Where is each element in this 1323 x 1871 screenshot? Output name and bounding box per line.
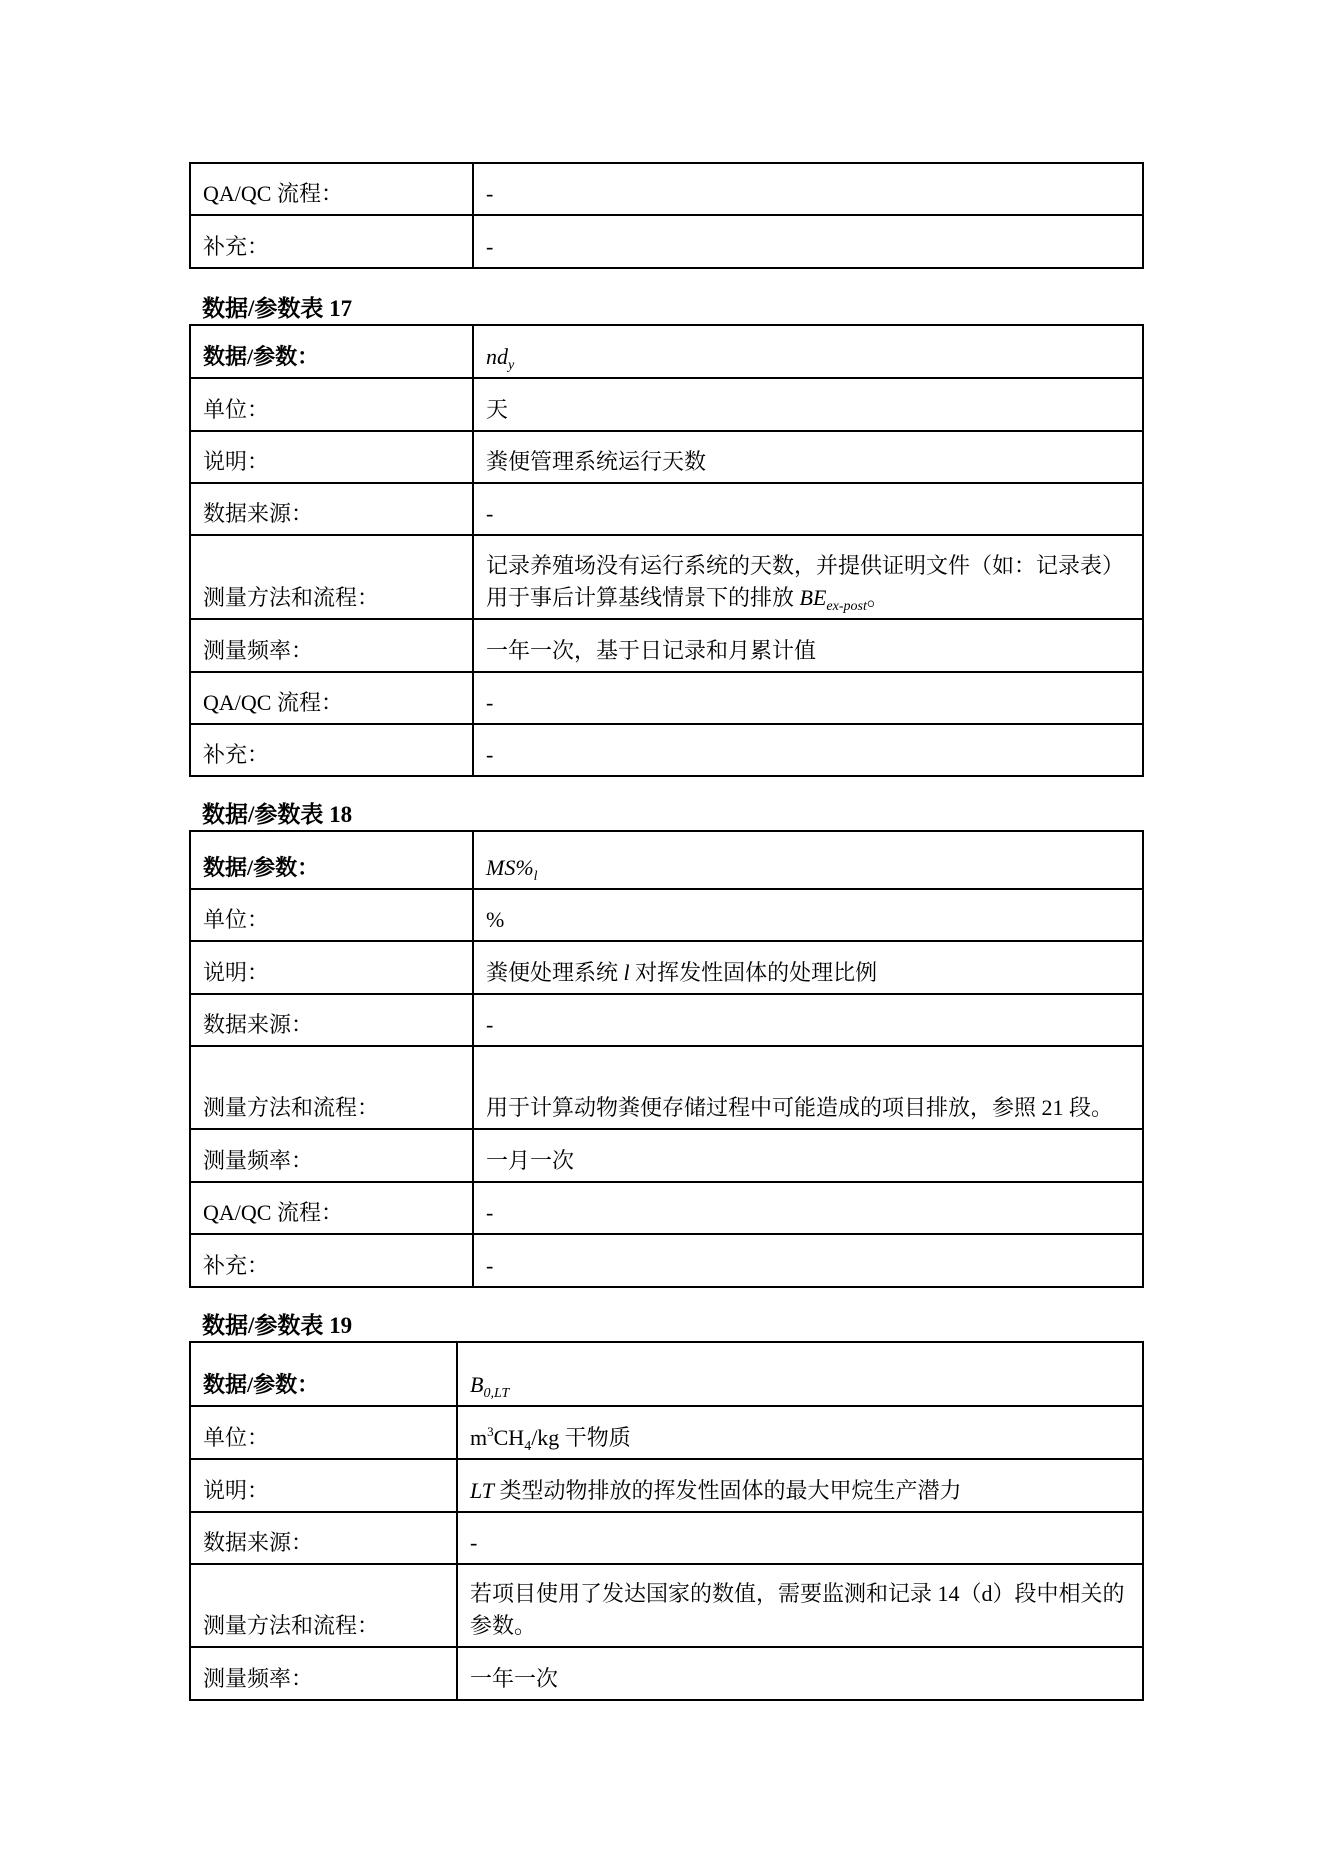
value-text: - bbox=[486, 1200, 494, 1225]
row-value bbox=[473, 325, 1143, 378]
row-value bbox=[473, 163, 1143, 215]
value-text: - bbox=[486, 1012, 494, 1037]
value-text: BE bbox=[799, 585, 827, 610]
row-label bbox=[190, 994, 473, 1046]
row-label-text: 测量频率： bbox=[203, 1148, 314, 1173]
row-label bbox=[190, 378, 473, 431]
table-heading: 数据/参数表 19 bbox=[202, 1313, 353, 1338]
value-text: B bbox=[470, 1372, 484, 1397]
row-label-text: 补充： bbox=[203, 234, 270, 259]
table-row bbox=[190, 1564, 1143, 1647]
row-label-text: 测量方法和流程： bbox=[203, 1095, 380, 1120]
value-text: % bbox=[486, 907, 505, 932]
row-value bbox=[457, 1564, 1143, 1647]
row-label bbox=[190, 1234, 473, 1287]
table-row bbox=[190, 163, 1143, 215]
value-text: 用于计算动物粪便存储过程中可能造成的项目排放，参照 21 段。 bbox=[486, 1095, 1114, 1120]
row-label bbox=[190, 889, 473, 941]
row-value bbox=[473, 1182, 1143, 1234]
value-text: - bbox=[486, 181, 494, 206]
row-value bbox=[473, 1234, 1143, 1287]
row-label-text: 单位： bbox=[203, 397, 270, 422]
row-value bbox=[457, 1459, 1143, 1512]
row-label-text: 单位： bbox=[203, 907, 270, 932]
row-value bbox=[473, 1129, 1143, 1182]
row-value bbox=[473, 215, 1143, 268]
value-text: - bbox=[486, 234, 494, 259]
row-value bbox=[473, 378, 1143, 431]
row-label bbox=[190, 1647, 457, 1700]
row-label bbox=[190, 1342, 457, 1406]
row-label-text: 测量方法和流程： bbox=[203, 585, 380, 610]
parameter-table bbox=[189, 830, 1144, 1288]
row-label-text: 单位： bbox=[203, 1425, 270, 1450]
table-row bbox=[190, 325, 1143, 378]
table-row bbox=[190, 994, 1143, 1046]
row-label bbox=[190, 724, 473, 776]
value-text: - bbox=[470, 1530, 478, 1555]
value-text: 。 bbox=[866, 585, 889, 610]
row-label-text: QA/QC 流程： bbox=[203, 1200, 343, 1225]
row-label bbox=[190, 1564, 457, 1647]
row-label-text: 数据/参数： bbox=[203, 855, 320, 880]
row-value bbox=[457, 1512, 1143, 1564]
value-text: - bbox=[486, 1253, 494, 1278]
row-value bbox=[457, 1406, 1143, 1459]
row-label bbox=[190, 1406, 457, 1459]
row-value bbox=[473, 941, 1143, 994]
value-text: 若项目使用了发达国家的数值，需要监测和记录 14（d）段中相关的参数。 bbox=[470, 1581, 1125, 1638]
row-label bbox=[190, 672, 473, 724]
value-text: - bbox=[486, 501, 494, 526]
table-row bbox=[190, 1046, 1143, 1129]
row-value bbox=[473, 672, 1143, 724]
table-row bbox=[190, 1182, 1143, 1234]
value-text: CH bbox=[493, 1425, 525, 1450]
value-text: l bbox=[533, 869, 538, 884]
table-row bbox=[190, 831, 1143, 889]
value-text: LT bbox=[470, 1478, 495, 1503]
parameter-table bbox=[189, 1341, 1144, 1701]
row-label-text: 数据来源： bbox=[203, 501, 314, 526]
row-label bbox=[190, 431, 473, 483]
table-row bbox=[190, 889, 1143, 941]
row-value bbox=[473, 994, 1143, 1046]
row-label bbox=[190, 1182, 473, 1234]
row-value bbox=[473, 831, 1143, 889]
value-text: - bbox=[486, 690, 494, 715]
value-text: 4 bbox=[524, 1439, 532, 1454]
value-text: /kg 干物质 bbox=[531, 1425, 631, 1450]
value-text: - bbox=[486, 742, 494, 767]
row-label-text: 测量方法和流程： bbox=[203, 1613, 380, 1638]
table-row bbox=[190, 619, 1143, 672]
table-row bbox=[190, 535, 1143, 619]
value-text: MS% bbox=[486, 855, 534, 880]
table-row bbox=[190, 941, 1143, 994]
table-row bbox=[190, 724, 1143, 776]
value-text: 3 bbox=[487, 1424, 494, 1439]
row-value bbox=[473, 431, 1143, 483]
value-text: 天 bbox=[486, 397, 509, 422]
row-value bbox=[473, 724, 1143, 776]
row-label bbox=[190, 1129, 473, 1182]
value-text: 一月一次 bbox=[486, 1148, 575, 1173]
row-value bbox=[473, 1046, 1143, 1129]
row-value bbox=[473, 889, 1143, 941]
row-label-text: 数据/参数： bbox=[203, 344, 320, 369]
value-text: 对挥发性固体的处理比例 bbox=[629, 960, 878, 985]
row-label bbox=[190, 831, 473, 889]
table-row bbox=[190, 378, 1143, 431]
row-label-text: 数据来源： bbox=[203, 1012, 314, 1037]
table-heading: 数据/参数表 17 bbox=[202, 296, 353, 321]
value-text: nd bbox=[486, 344, 508, 369]
table-row bbox=[190, 1647, 1143, 1700]
value-text: 记录养殖场没有运行系统的天数，并提供证明文件（如：记录表）用于事后计算基线情景下的排放 bbox=[486, 553, 1125, 610]
value-text: m bbox=[470, 1425, 488, 1450]
row-label-text: 数据/参数： bbox=[203, 1372, 320, 1397]
row-label bbox=[190, 619, 473, 672]
value-text: y bbox=[508, 358, 515, 373]
row-label-text: 说明： bbox=[203, 1478, 270, 1503]
row-value bbox=[473, 535, 1143, 619]
value-text: 一年一次，基于日记录和月累计值 bbox=[486, 638, 817, 663]
table-row bbox=[190, 1234, 1143, 1287]
row-label bbox=[190, 483, 473, 535]
value-text: 粪便管理系统运行天数 bbox=[486, 449, 707, 474]
table-row bbox=[190, 215, 1143, 268]
table-row bbox=[190, 1129, 1143, 1182]
parameter-table bbox=[189, 324, 1144, 777]
table-row bbox=[190, 1406, 1143, 1459]
value-text: l bbox=[623, 960, 630, 985]
table-row bbox=[190, 483, 1143, 535]
row-label-text: 数据来源： bbox=[203, 1530, 314, 1555]
value-text: ex-post bbox=[826, 599, 867, 614]
row-label bbox=[190, 1046, 473, 1129]
value-text: 0,LT bbox=[483, 1386, 510, 1401]
row-label bbox=[190, 1512, 457, 1564]
table-row bbox=[190, 1459, 1143, 1512]
table-row bbox=[190, 672, 1143, 724]
row-label bbox=[190, 215, 473, 268]
value-text: 粪便处理系统 bbox=[486, 960, 624, 985]
row-label-text: 补充： bbox=[203, 1253, 270, 1278]
row-value bbox=[457, 1342, 1143, 1406]
row-value bbox=[457, 1647, 1143, 1700]
row-label bbox=[190, 163, 473, 215]
parameter-table bbox=[189, 162, 1144, 269]
row-value bbox=[473, 483, 1143, 535]
row-value bbox=[473, 619, 1143, 672]
row-label-text: 测量频率： bbox=[203, 638, 314, 663]
value-text: 一年一次 bbox=[470, 1666, 559, 1691]
table-row bbox=[190, 1512, 1143, 1564]
row-label-text: 说明： bbox=[203, 449, 270, 474]
value-text: 类型动物排放的挥发性固体的最大甲烷生产潜力 bbox=[494, 1478, 962, 1503]
row-label bbox=[190, 1459, 457, 1512]
row-label bbox=[190, 941, 473, 994]
table-heading: 数据/参数表 18 bbox=[202, 802, 353, 827]
table-row bbox=[190, 1342, 1143, 1406]
row-label-text: QA/QC 流程： bbox=[203, 690, 343, 715]
row-label-text: QA/QC 流程： bbox=[203, 181, 343, 206]
row-label-text: 补充： bbox=[203, 742, 270, 767]
row-label-text: 测量频率： bbox=[203, 1666, 314, 1691]
row-label bbox=[190, 325, 473, 378]
row-label-text: 说明： bbox=[203, 960, 270, 985]
table-row bbox=[190, 431, 1143, 483]
row-label bbox=[190, 535, 473, 619]
